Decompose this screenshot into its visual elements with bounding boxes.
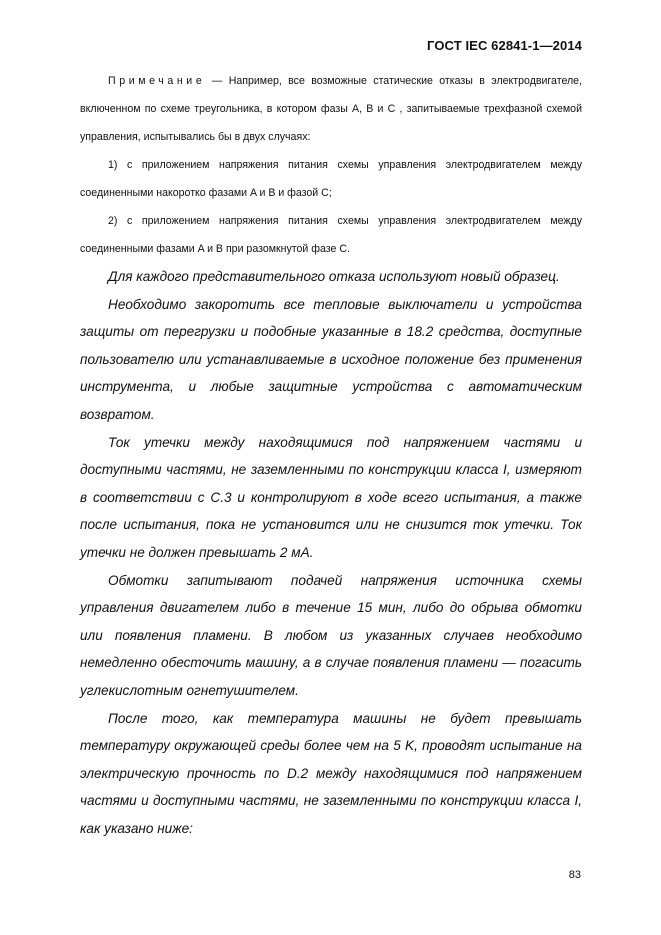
- paragraph-2: Необходимо закоротить все тепловые выключатели и устройства защиты от перегрузки и подобные указанные в 18.2 средства, доступные пользователю или устанавливаемые в исходное положение без применения инструмента, и любые защитные устройства с автоматическим возвратом.: [80, 296, 582, 422]
- note-item-2: 2) с приложением напряжения питания схемы управления электродвигателем между соединенными фазами A и B при разомкнутой фазе C.: [80, 215, 582, 255]
- paragraph-1: Для каждого представительного отказа используют новый образец.: [108, 269, 560, 284]
- note-item-1: 1) с приложением напряжения питания схемы управления электродвигателем между соединенными накоротко фазами A и B и фазой C;: [80, 159, 582, 199]
- main-text: [80, 263, 582, 842]
- paragraph-3: Ток утечки между находящимися под напряжением частями и доступными частями, не заземленными по конструкции класса I, измеряют в соответствии с C.3 и контролируют в ходе всего испытания, а также после испытания, пока не установится или не снизится ток утечки. Ток утечки не должен превышать 2 мА.: [80, 434, 582, 560]
- note-block: [80, 67, 582, 263]
- page-number: 83: [568, 869, 581, 881]
- note-label: Примечание: [108, 75, 206, 87]
- paragraph-5: После того, как температура машины не будет превышать температуру окружающей среды более чем на 5 K, проводят испытание на электрическую прочность по D.2 между находящимися под напряжением частями и доступными частями, не заземленными по конструкции класса I, как указано ниже:: [80, 710, 582, 836]
- document-header: ГОСТ IEC 62841-1—2014: [427, 38, 582, 53]
- note-text: — Например, все возможные статические отказы в электродвигателе, включенном по схеме треугольника, в котором фазы A, B и C , запитываемые трехфазной схемой управления, испытывались бы в двух случаях:: [80, 75, 582, 143]
- note-paragraph: [80, 67, 582, 151]
- paragraph-4: Обмотки запитывают подачей напряжения источника схемы управления двигателем либо в течение 15 мин, либо до обрыва обмотки или появления пламени. В любом из указанных случаев необходимо немедленно обесточить машину, а в случае появления пламени — погасить углекислотным огнетушителем.: [80, 572, 582, 698]
